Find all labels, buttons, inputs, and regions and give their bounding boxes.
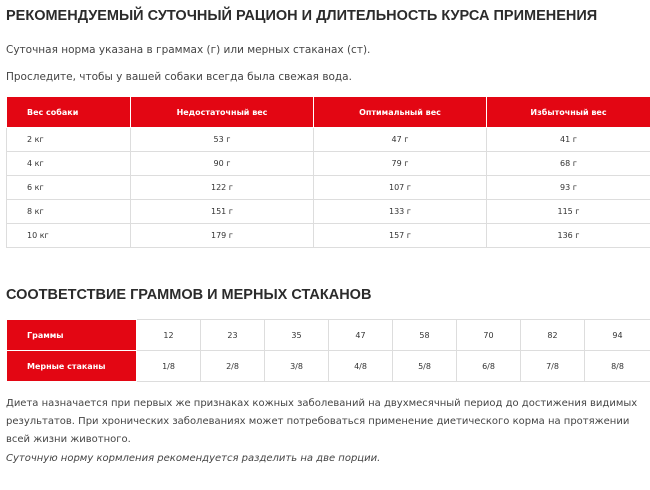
cell-underweight: 53 г — [131, 128, 314, 152]
table-row — [7, 224, 650, 248]
cell-weight: 2 кг — [7, 128, 131, 152]
cell-weight: 10 кг — [7, 224, 131, 248]
cell-weight: 4 кг — [7, 152, 131, 176]
cups-row — [7, 351, 650, 382]
cups-cell: 2/8 — [201, 351, 265, 382]
header-weight: Вес собаки — [7, 97, 131, 128]
header-underweight: Недостаточный вес — [131, 97, 314, 128]
grams-cell: 23 — [201, 320, 265, 351]
ration-table-header-row — [7, 97, 650, 128]
table-row — [7, 176, 650, 200]
conversion-table — [6, 319, 650, 382]
grams-label: Граммы — [7, 320, 137, 351]
cell-underweight: 179 г — [131, 224, 314, 248]
grams-cell: 12 — [137, 320, 201, 351]
grams-row — [7, 320, 650, 351]
grams-cell: 94 — [585, 320, 650, 351]
cell-optimal: 107 г — [314, 176, 487, 200]
cell-weight: 8 кг — [7, 200, 131, 224]
cups-cell: 1/8 — [137, 351, 201, 382]
cups-cell: 6/8 — [457, 351, 521, 382]
section-title-conversion: СООТВЕТСТВИЕ ГРАММОВ И МЕРНЫХ СТАКАНОВ — [6, 287, 372, 303]
note-units: Суточная норма указана в граммах (г) или мерных стаканах (ст). — [6, 44, 371, 56]
header-optimal: Оптимальный вес — [314, 97, 487, 128]
cups-cell: 5/8 — [393, 351, 457, 382]
grams-cell: 58 — [393, 320, 457, 351]
cell-optimal: 133 г — [314, 200, 487, 224]
grams-cell: 82 — [521, 320, 585, 351]
cell-underweight: 122 г — [131, 176, 314, 200]
cups-cell: 3/8 — [265, 351, 329, 382]
grams-cell: 70 — [457, 320, 521, 351]
grams-cell: 35 — [265, 320, 329, 351]
note-water: Проследите, чтобы у вашей собаки всегда была свежая вода. — [6, 71, 352, 83]
cups-label: Мерные стаканы — [7, 351, 137, 382]
cell-optimal: 47 г — [314, 128, 487, 152]
header-overweight: Избыточный вес — [487, 97, 650, 128]
cell-underweight: 151 г — [131, 200, 314, 224]
ration-table — [6, 96, 650, 248]
cups-cell: 8/8 — [585, 351, 650, 382]
cell-overweight: 136 г — [487, 224, 650, 248]
cups-cell: 7/8 — [521, 351, 585, 382]
portion-note: Суточную норму кормления рекомендуется разделить на две порции. — [6, 453, 381, 464]
section-title-ration: РЕКОМЕНДУЕМЫЙ СУТОЧНЫЙ РАЦИОН И ДЛИТЕЛЬНОСТЬ КУРСА ПРИМЕНЕНИЯ — [6, 8, 598, 24]
cell-weight: 6 кг — [7, 176, 131, 200]
table-row — [7, 152, 650, 176]
cell-overweight: 41 г — [487, 128, 650, 152]
cell-underweight: 90 г — [131, 152, 314, 176]
cell-optimal: 157 г — [314, 224, 487, 248]
cell-optimal: 79 г — [314, 152, 487, 176]
cell-overweight: 93 г — [487, 176, 650, 200]
cell-overweight: 115 г — [487, 200, 650, 224]
diet-note: Диета назначается при первых же признаках кожных заболеваний на двухмесячный период до достижения видимых результатов. При хронических заболеваниях может потребоваться применение диетического корма на протяжении всей жизни животного. — [6, 398, 638, 445]
table-row — [7, 200, 650, 224]
cups-cell: 4/8 — [329, 351, 393, 382]
grams-cell: 47 — [329, 320, 393, 351]
cell-overweight: 68 г — [487, 152, 650, 176]
table-row — [7, 128, 650, 152]
